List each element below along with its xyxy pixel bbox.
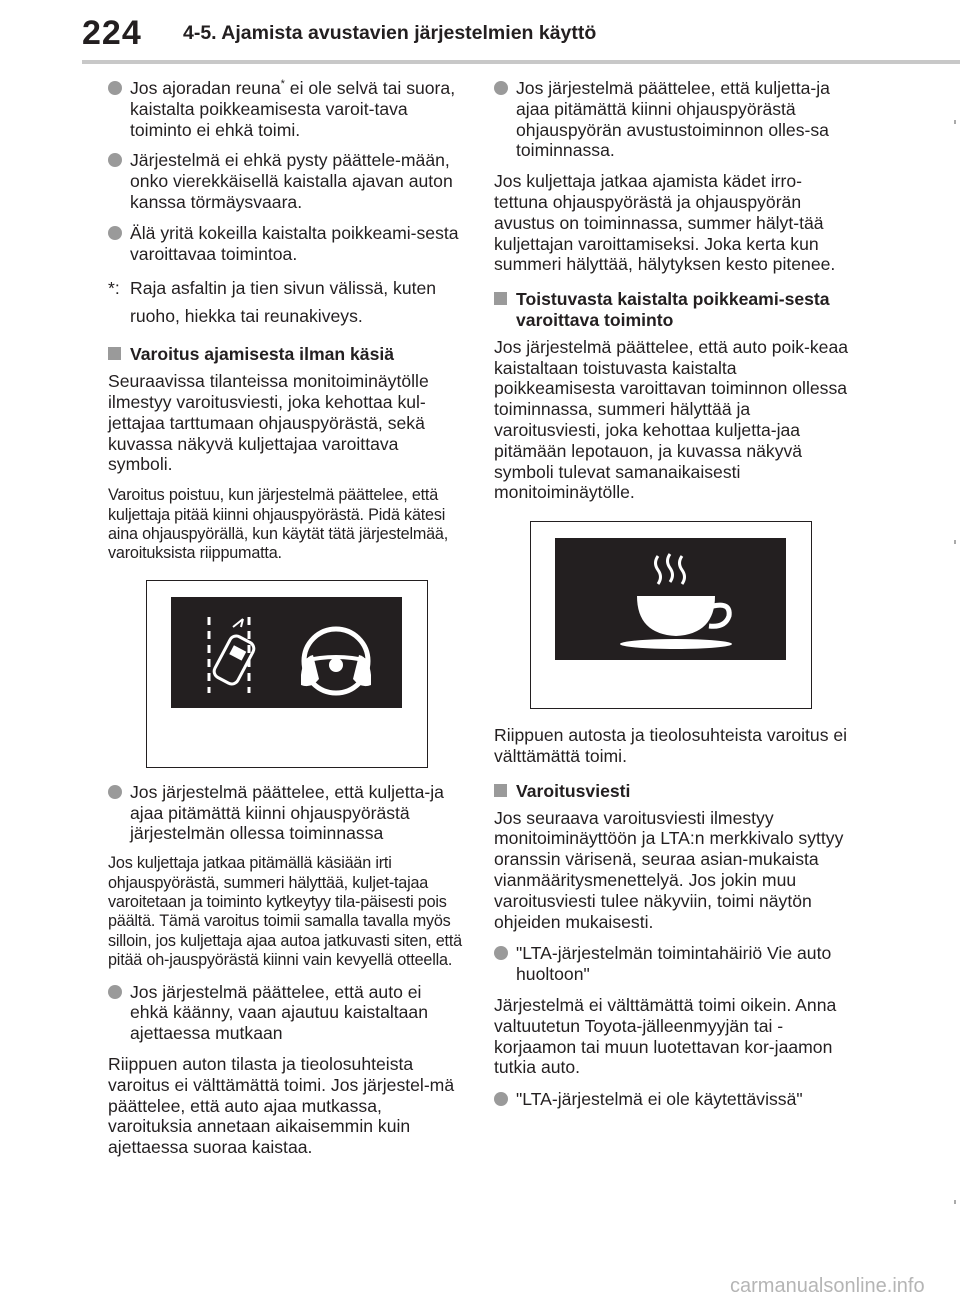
bullet-icon <box>494 81 508 95</box>
header-rule <box>82 60 960 64</box>
figure-hands-off-warning <box>146 580 428 768</box>
display-screen <box>555 538 786 660</box>
list-item <box>494 1089 850 1110</box>
paragraph: Jos kuljettaja jatkaa ajamista kädet irro-tettuna ohjauspyörästä ja ohjauspyörän avustus on toiminnassa, summer hälyt-tää kuljettajan varoittamiseksi. Joka kerta kun summeri hälyttää, hälytyksen kesto pitenee. <box>494 171 836 275</box>
page-header <box>0 0 960 60</box>
list-item <box>108 782 464 844</box>
bullet-icon <box>108 985 122 999</box>
footnote-mark: *: <box>108 278 120 299</box>
lane-departure-icon <box>209 617 256 693</box>
list-item <box>494 943 850 985</box>
paragraph: Jos kuljettaja jatkaa pitämällä käsiään irti ohjauspyörästä, summeri hälyttää, kuljet-tajaa varoitetaan ja toiminto kytkeytyy tila-päisesti pois päältä. Tämä varoitus toimii samalla tavalla myös silloin, jos kuljettaja ajaa autoa jatkuvasti siten, että pitää oh-jauspyörästä kiinni vain kevyellä otteella. <box>108 854 462 970</box>
paragraph: Riippuen auton tilasta ja tieolosuhteista varoitus ei välttämättä toimi. Jos järjestel-mä päättelee, että auto ajaa mutkassa, varoituksia annetaan aikaisemmin kuin ajettaessa suoraa kaistaa. <box>108 1054 455 1158</box>
list-item <box>108 150 464 212</box>
bullet-text: Jos ajoradan reuna* ei ole selvä tai suora, kaistalta poikkeamisesta varoit-tava toiminto ei ehkä toimi. <box>130 78 456 140</box>
bullet-icon <box>108 785 122 799</box>
footnote <box>108 274 464 330</box>
bullet-text: "LTA-järjestelmän toimintahäiriö Vie auto huoltoon" <box>516 943 832 985</box>
bullet-text: Jos järjestelmä päättelee, että kuljetta-ja ajaa pitämättä kiinni ohjauspyörästä järjestelmän ollessa toiminnassa <box>130 781 444 844</box>
margin-tick <box>954 120 956 124</box>
bullet-icon <box>108 226 122 240</box>
hands-off-steering-wheel-icon <box>301 629 371 693</box>
coffee-cup-icon <box>555 538 786 660</box>
bullet-icon <box>494 1092 508 1106</box>
heading-square-icon <box>494 292 507 305</box>
heading-square-icon <box>108 347 121 360</box>
right-column <box>494 78 850 1120</box>
figure-rest-break-warning <box>530 521 812 709</box>
paragraph: Järjestelmä ei välttämättä toimi oikein. Anna valtuutetun Toyota-jälleenmyyjän tai -korjaamon tai muun luotettavan kor-jaamon tutkia auto. <box>494 994 837 1078</box>
bullet-text: "LTA-järjestelmä ei ole käytettävissä" <box>516 1089 803 1110</box>
section-title: 4-5. Ajamista avustavien järjestelmien käyttö <box>183 22 597 44</box>
bullet-icon <box>494 946 508 960</box>
margin-tick <box>954 1200 956 1204</box>
list-item <box>108 982 464 1044</box>
subsection-heading: Varoitus ajamisesta ilman käsiä <box>108 344 464 365</box>
paragraph: Jos seuraava varoitusviesti ilmestyy monitoiminäyttöön ja LTA:n merkkivalo syttyy oranssin värisenä, seuraa asian-mukaista vianmääritysmenettelyä. Jos jokin muu varoitusviesti tulee näkyviin, toimi näytön ohjeiden mukaisesti. <box>494 807 844 932</box>
subsection-heading: Varoitusviesti <box>494 781 850 802</box>
bullet-text: Jos järjestelmä päättelee, että kuljetta-ja ajaa pitämättä kiinni ohjauspyörästä ohjauspyörän avustustoiminnon olles-sa toiminnassa. <box>516 78 830 161</box>
left-column <box>108 78 464 1169</box>
bullet-icon <box>108 81 122 95</box>
margin-tick <box>954 540 956 544</box>
subsection-heading: Toistuvasta kaistalta poikkeami-sesta varoittava toiminto <box>494 289 850 331</box>
list-item <box>494 78 850 161</box>
bullet-text: Järjestelmä ei ehkä pysty päättele-mään, onko vierekkäisellä kaistalla ajavan auton kanssa törmäysvaara. <box>130 150 453 212</box>
list-item <box>108 78 464 140</box>
list-item <box>108 223 464 265</box>
heading-square-icon <box>494 784 507 797</box>
paragraph: Riippuen autosta ja tieolosuhteista varoitus ei välttämättä toimi. <box>494 725 848 766</box>
page-number: 224 <box>82 14 142 52</box>
display-screen <box>171 597 402 708</box>
bullet-icon <box>108 153 122 167</box>
footnote-text: Raja asfaltin ja tien sivun välissä, kuten ruoho, hiekka tai reunakiveys. <box>130 278 437 327</box>
paragraph: Seuraavissa tilanteissa monitoiminäytölle ilmestyy varoitusviesti, joka kehottaa kul-jettajaa tarttumaan ohjauspyörästä, sekä kuvassa näkyvä kuljettajaa varoittava symboli. <box>108 371 429 475</box>
paragraph: Varoitus poistuu, kun järjestelmä päättelee, että kuljettaja pitää kiinni ohjauspyörästä. Pidä kätesi aina ohjauspyörällä, kun käytät tätä järjestelmää, varoituksista riippumatta. <box>108 486 449 563</box>
footnote-marker: * <box>280 78 285 91</box>
bullet-text: Jos järjestelmä päättelee, että auto ei ehkä käänny, vaan ajautuu kaistaltaan ajettaessa mutkaan <box>130 981 429 1044</box>
paragraph: Jos järjestelmä päättelee, että auto poik-keaa kaistaltaan toistuvasta kaistalta poikkeamisesta varoittavan toiminnon ollessa toiminnassa, summeri hälyttää ja varoitusviesti, joka kehottaa kuljetta-jaa pitämään lepotauon, ja kuvassa näkyvä symboli tulevat samanaikaisesti monitoiminäytölle. <box>494 336 849 503</box>
watermark: carmanualsonline.info <box>730 1275 925 1297</box>
bullet-text: Älä yritä kokeilla kaistalta poikkeami-sesta varoittavaa toimintoa. <box>130 222 459 264</box>
